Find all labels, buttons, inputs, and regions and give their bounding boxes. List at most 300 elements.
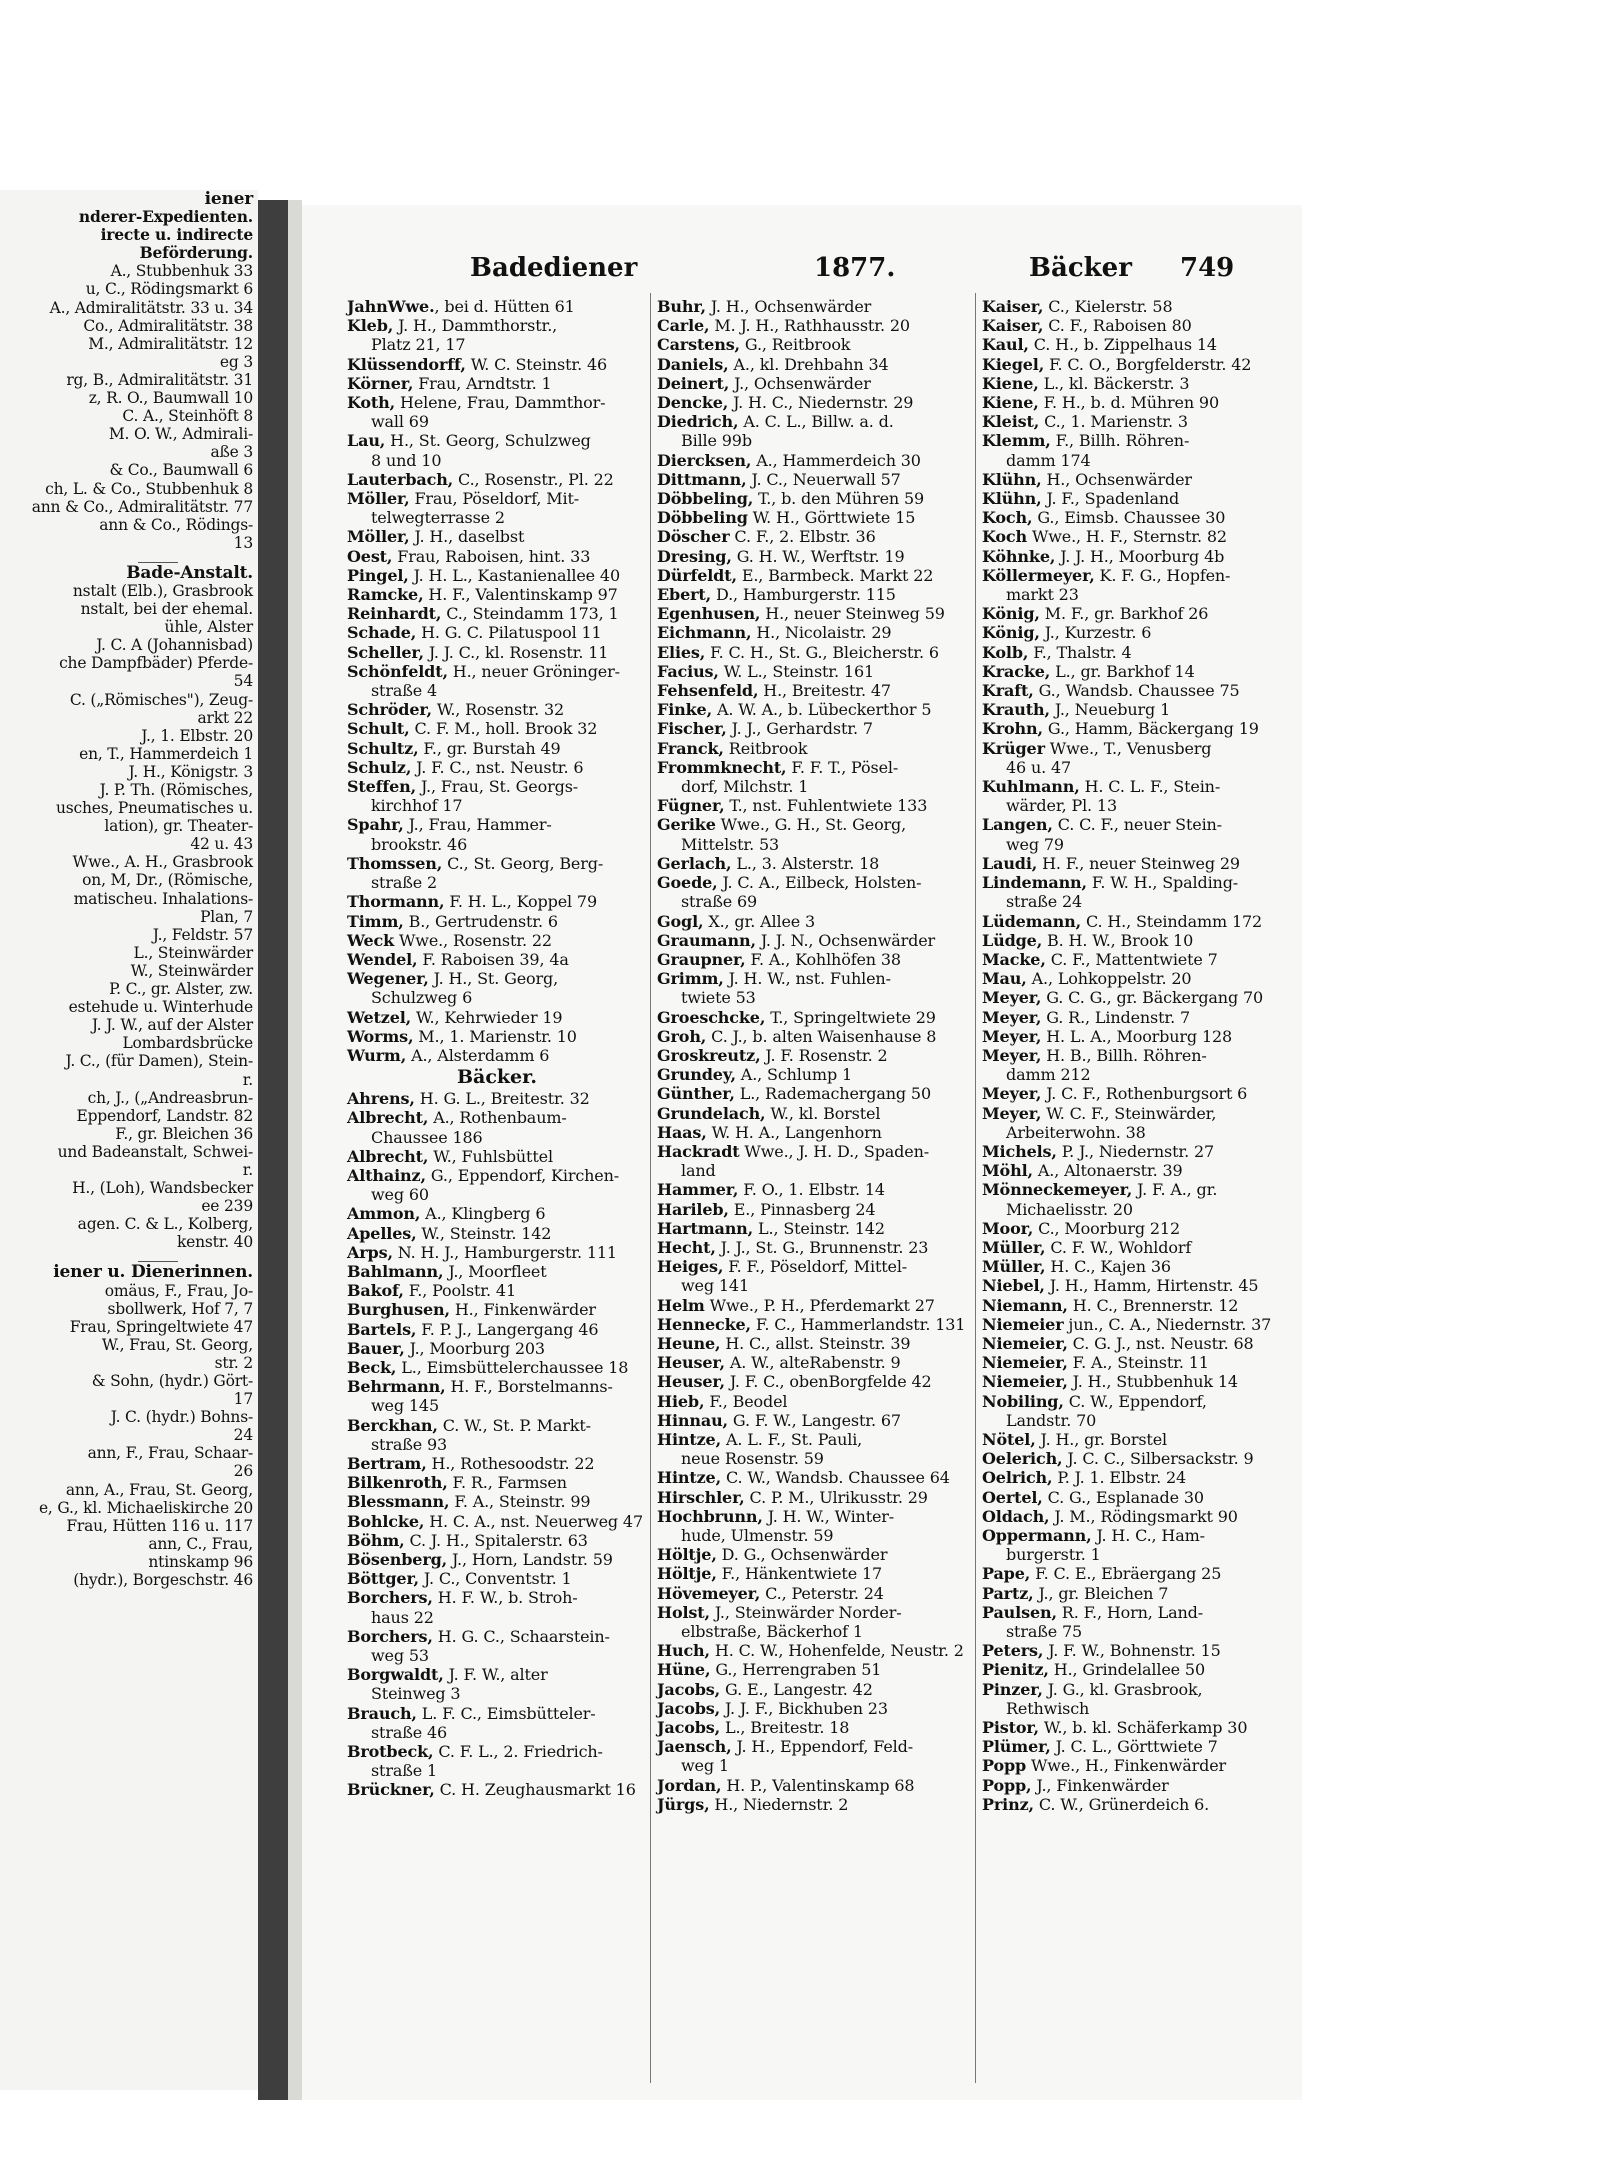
- entry-details: F. C. E., Ebräergang 25: [1030, 1564, 1222, 1584]
- entry-details: J. C. A., Eilbeck, Holsten-: [717, 873, 922, 893]
- entry-details: W. H., Görttwiete 15: [747, 508, 916, 528]
- entry-details: C. F. M., holl. Brook 32: [409, 719, 598, 739]
- entry-surname: Fehsenfeld,: [657, 681, 759, 701]
- entry-details: H. C. W., Hohenfelde, Neustr. 2: [709, 1641, 964, 1661]
- entry-details: H. C. A., nst. Neuerweg 47: [424, 1511, 643, 1531]
- directory-entry: [982, 1008, 1302, 1027]
- entry-surname: Ebert,: [657, 585, 712, 605]
- entry-details: F. P. J., Langergang 46: [416, 1319, 599, 1339]
- entry-details: P. J. 1. Elbstr. 24: [1052, 1468, 1187, 1488]
- left-page-line: ch, J., („Andreasbrun-: [87, 1088, 253, 1107]
- left-page-line: agen. C. & L., Kolberg,: [77, 1215, 253, 1234]
- entry-details: F. F. T., Pösel-: [786, 757, 899, 777]
- entry-surname: Brotbeck,: [347, 1742, 434, 1762]
- entry-details: T., nst. Fuhlentwiete 133: [724, 796, 928, 816]
- entry-continuation: wall 69: [371, 412, 429, 432]
- entry-continuation: weg 141: [681, 1276, 749, 1296]
- directory-entry: [982, 1718, 1302, 1737]
- left-page-line: M., Admiralitätstr. 12: [88, 334, 253, 353]
- entry-details: H., Rothesoodstr. 22: [426, 1453, 595, 1473]
- entry-details: H. B., Billh. Röhren-: [1041, 1045, 1207, 1065]
- left-page-line: 54: [233, 672, 253, 691]
- left-page-line: M. O. W., Admirali-: [108, 425, 253, 444]
- entry-surname: Köllermeyer,: [982, 565, 1095, 585]
- entry-surname: Finke,: [657, 700, 713, 720]
- entry-details: L., Rademachergang 50: [734, 1084, 931, 1104]
- entry-details: X., gr. Allee 3: [703, 911, 816, 931]
- entry-surname: Pingel,: [347, 565, 409, 585]
- right-page: [302, 205, 1302, 2105]
- left-page-line: C. A., Steinhöft 8: [122, 407, 253, 426]
- entry-surname: Buhr,: [657, 297, 706, 316]
- directory-entry: [982, 1660, 1302, 1679]
- entry-details: G., Hamm, Bäckergang 19: [1042, 719, 1259, 739]
- entry-continuation: kirchhof 17: [371, 796, 463, 816]
- entry-continuation: 46 u. 47: [1006, 757, 1072, 777]
- entry-surname: Langen,: [982, 815, 1053, 835]
- entry-continuation: land: [681, 1161, 716, 1181]
- left-page-line: H., (Loh), Wandsbecker: [72, 1179, 253, 1198]
- left-page-line: matischeu. Inhalations-: [73, 889, 253, 908]
- entry-continuation: weg 145: [371, 1396, 439, 1416]
- entry-surname: Hochbrunn,: [657, 1506, 763, 1526]
- entry-surname: Döbbeling,: [657, 489, 754, 509]
- entry-surname: Müller,: [982, 1257, 1046, 1277]
- entry-surname: Ahrens,: [347, 1089, 415, 1109]
- entry-details: C. J. H., Spitalerstr. 63: [404, 1530, 588, 1550]
- entry-surname: Haas,: [657, 1122, 707, 1142]
- directory-entry: [982, 1641, 1302, 1660]
- entry-surname: Klühn,: [982, 489, 1042, 509]
- entry-details: Frau, Pöseldorf, Mit-: [409, 489, 579, 509]
- left-page-line: J. H., Königstr. 3: [128, 762, 253, 781]
- directory-entry: [982, 739, 1302, 777]
- entry-surname: Paulsen,: [982, 1602, 1057, 1622]
- left-page-line: str. 2: [214, 1353, 253, 1372]
- left-page-line: Lombardsbrücke: [122, 1034, 253, 1053]
- left-page-line: usches, Pneumatisches u.: [55, 799, 253, 818]
- entry-surname: Michels,: [982, 1141, 1057, 1161]
- entry-details: H., Nicolaistr. 29: [751, 623, 892, 643]
- entry-details: F. R., Farmsen: [447, 1473, 567, 1493]
- entry-surname: Meyer,: [982, 1045, 1042, 1065]
- entry-details: J. H., Ochsenwärder: [705, 297, 872, 316]
- entry-details: C. J., b. alten Waisenhause 8: [706, 1026, 937, 1046]
- entry-details: C. F., Raboisen 80: [1043, 316, 1192, 336]
- entry-details: C., Moorburg 212: [1033, 1218, 1180, 1238]
- entry-details: J. F. C., nst. Neustr. 6: [411, 757, 584, 777]
- entry-surname: Prinz,: [982, 1794, 1034, 1814]
- directory-entry: [982, 1430, 1302, 1449]
- entry-continuation: neue Rosenstr. 59: [681, 1449, 824, 1469]
- directory-entry: [982, 1027, 1302, 1046]
- directory-entry: [982, 1564, 1302, 1583]
- entry-surname: Althainz,: [347, 1165, 426, 1185]
- entry-details: H. F., Borstelmanns-: [445, 1377, 613, 1397]
- entry-details: L., 3. Alsterstr. 18: [731, 853, 880, 873]
- entry-surname: Grundey,: [657, 1065, 736, 1085]
- entry-surname: Franck,: [657, 738, 724, 758]
- entry-surname: Meyer,: [982, 1026, 1042, 1046]
- entry-details: F., Poolstr. 41: [403, 1281, 516, 1301]
- entry-surname: Kraft,: [982, 681, 1034, 701]
- entry-surname: Kracke,: [982, 661, 1051, 681]
- entry-continuation: weg 60: [371, 1185, 429, 1205]
- entry-surname: Kuhlmann,: [982, 777, 1080, 797]
- entry-details: jun., C. A., Niedernstr. 37: [1063, 1314, 1272, 1334]
- entry-details: H. F., neuer Steinweg 29: [1037, 853, 1240, 873]
- entry-details: J., gr. Bleichen 7: [1033, 1583, 1169, 1603]
- entry-surname: Jacobs,: [657, 1718, 721, 1738]
- entry-surname: Grimm,: [657, 969, 724, 989]
- entry-surname: Scheller,: [347, 642, 424, 662]
- entry-details: F., Beodel: [704, 1391, 788, 1411]
- entry-details: J., Frau, St. Georgs-: [416, 777, 579, 797]
- entry-details: J. C., Neuerwall 57: [746, 469, 901, 489]
- entry-surname: Graupner,: [657, 949, 746, 969]
- entry-surname: Eichmann,: [657, 623, 752, 643]
- directory-entry: [982, 1296, 1302, 1315]
- left-page-line: & Co., Baumwall 6: [109, 461, 253, 480]
- entry-details: F. C. H., St. G., Bleicherstr. 6: [705, 642, 939, 662]
- entry-details: J. H., daselbst: [409, 527, 525, 547]
- entry-surname: Facius,: [657, 661, 719, 681]
- book-gutter-edge: [288, 200, 302, 2100]
- directory-entry: [982, 470, 1302, 489]
- left-page-line: aße 3: [210, 443, 253, 462]
- left-page-line: 42 u. 43: [190, 835, 253, 854]
- entry-surname: Oest,: [347, 546, 393, 566]
- entry-surname: Partz,: [982, 1583, 1034, 1603]
- entry-continuation: weg 53: [371, 1646, 429, 1666]
- entry-details: F., Billh. Röhren-: [1050, 431, 1190, 451]
- entry-surname: Peters,: [982, 1641, 1044, 1661]
- entry-surname: Groh,: [657, 1026, 707, 1046]
- entry-details: G. C. G., gr. Bäckergang 70: [1041, 988, 1264, 1008]
- scan-bottom-margin: [0, 2100, 1600, 2177]
- directory-entry: [982, 355, 1302, 374]
- directory-entry: [982, 1603, 1302, 1641]
- entry-details: J. J. H., Moorburg 4b: [1055, 546, 1225, 566]
- entry-surname: Egenhusen,: [657, 604, 761, 624]
- left-page-line: nstalt, bei der ehemal.: [80, 600, 253, 619]
- directory-entry: [982, 431, 1302, 469]
- entry-surname: Weck: [347, 930, 395, 950]
- entry-surname: Mau,: [982, 969, 1027, 989]
- directory-column-3: [982, 297, 1302, 1814]
- left-page-line: & Sohn, (hydr.) Gört-: [91, 1372, 253, 1390]
- directory-entry: [982, 643, 1302, 662]
- left-page-line: J. C., (für Damen), Stein-: [65, 1052, 253, 1071]
- directory-entry: [982, 1584, 1302, 1603]
- entry-surname: Pinzer,: [982, 1679, 1043, 1699]
- entry-details: C., Rosenstr., Pl. 22: [453, 469, 614, 489]
- entry-details: G. E., Langestr. 42: [720, 1679, 873, 1699]
- entry-details: G., Wandsb. Chaussee 75: [1033, 681, 1240, 701]
- entry-details: A., Klingberg 6: [420, 1204, 546, 1224]
- entry-details: J. J. C., kl. Rosenstr. 11: [423, 642, 609, 662]
- left-page-line: omäus, F., Frau, Jo-: [104, 1281, 253, 1300]
- entry-surname: Helm: [657, 1295, 705, 1315]
- entry-surname: Groeschcke,: [657, 1007, 766, 1027]
- entry-details: C. H., b. Zippelhaus 14: [1028, 335, 1217, 355]
- entry-surname: Koch: [982, 527, 1028, 547]
- entry-surname: Nobiling,: [982, 1391, 1064, 1411]
- directory-entry: [982, 527, 1302, 546]
- entry-details: J. M., Rödingsmarkt 90: [1049, 1506, 1238, 1526]
- entry-surname: Meyer,: [982, 1103, 1042, 1123]
- entry-surname: Heune,: [657, 1333, 721, 1353]
- entry-surname: Meyer,: [982, 1007, 1042, 1027]
- entry-surname: Heuser,: [657, 1372, 725, 1392]
- entry-continuation: telwegterrasse 2: [371, 508, 505, 528]
- entry-details: J. H., gr. Borstel: [1035, 1429, 1167, 1449]
- entry-surname: Hintze,: [657, 1429, 722, 1449]
- entry-details: G., Herrengraben 51: [710, 1660, 882, 1680]
- entry-details: C. F. W., Wohldorf: [1045, 1237, 1192, 1257]
- entry-surname: Pistor,: [982, 1718, 1039, 1738]
- directory-entry: [982, 815, 1302, 853]
- entry-surname: Reinhardt,: [347, 604, 442, 624]
- entry-surname: Groskreutz,: [657, 1045, 761, 1065]
- section-title-baecker: Bäcker.: [456, 1066, 538, 1089]
- entry-details: J. F. C., obenBorgfelde 42: [724, 1372, 932, 1392]
- entry-surname: Krauth,: [982, 700, 1050, 720]
- entry-details: C. H., Steindamm 172: [1081, 911, 1263, 931]
- entry-surname: Macke,: [982, 949, 1046, 969]
- entry-surname: Apelles,: [347, 1223, 417, 1243]
- left-page-line: rg, B., Admiralitätstr. 31: [66, 370, 253, 389]
- left-page-line: Bade-Anstalt.: [126, 562, 253, 583]
- entry-details: J., Frau, Hammer-: [403, 815, 552, 835]
- entry-details: D. G., Ochsenwärder: [716, 1545, 888, 1565]
- left-page-line: iener u. Dienerinnen.: [53, 1262, 253, 1283]
- entry-surname: Arps,: [347, 1242, 393, 1262]
- entry-details: J. F. W., alter: [443, 1665, 548, 1685]
- left-page-line: ann & Co., Admiralitätstr. 77: [31, 497, 253, 516]
- entry-continuation: Michaelisstr. 20: [1006, 1199, 1133, 1219]
- header-year: 1877.: [814, 253, 896, 283]
- entry-details: G. F. W., Langestr. 67: [727, 1410, 901, 1430]
- entry-details: Wwe., Rosenstr. 22: [394, 930, 552, 950]
- entry-surname: Pienitz,: [982, 1660, 1049, 1680]
- entry-details: D., Hamburgerstr. 115: [711, 585, 896, 605]
- directory-entry: [982, 489, 1302, 508]
- entry-surname: Bahlmann,: [347, 1261, 444, 1281]
- entry-surname: König,: [982, 623, 1040, 643]
- left-page-line: 17: [233, 1390, 253, 1409]
- entry-details: C. W., Grünerdeich 6.: [1033, 1794, 1210, 1814]
- entry-surname: Daniels,: [657, 354, 729, 374]
- header-section-right: Bäcker: [1029, 253, 1132, 283]
- entry-details: Wwe., P. H., Pferdemarkt 27: [704, 1295, 935, 1315]
- entry-details: F. C. O., Borgfelderstr. 42: [1044, 354, 1252, 374]
- left-page-line: eg 3: [219, 352, 253, 371]
- directory-entry: [982, 912, 1302, 931]
- book-gutter-shadow: [258, 200, 288, 2100]
- directory-entry: [982, 1257, 1302, 1276]
- entry-details: P. J., Niedernstr. 27: [1056, 1141, 1215, 1161]
- left-page-line: L., Steinwärder: [133, 943, 253, 962]
- entry-details: W., Kehrwieder 19: [411, 1007, 563, 1027]
- entry-surname: Hieb,: [657, 1391, 705, 1411]
- entry-surname: Niemeier: [982, 1314, 1064, 1334]
- entry-surname: Oelrich,: [982, 1468, 1053, 1488]
- left-page-line: C. („Römisches"), Zeug-: [69, 690, 253, 709]
- entry-surname: Popp,: [982, 1775, 1032, 1795]
- left-page-line: sbollwerk, Hof 7, 7: [107, 1299, 253, 1318]
- entry-surname: Borchers,: [347, 1626, 433, 1646]
- entry-details: J. H. C., Ham-: [1091, 1526, 1205, 1545]
- entry-surname: Schulz,: [347, 757, 412, 777]
- entry-surname: Bartels,: [347, 1319, 417, 1339]
- directory-entry: [982, 1507, 1302, 1526]
- entry-details: F., Thalstr. 4: [1028, 642, 1132, 662]
- entry-surname: Möhl,: [982, 1161, 1033, 1181]
- left-page-line: J., Feldstr. 57: [152, 925, 253, 944]
- entry-details: C., 1. Marienstr. 3: [1039, 412, 1188, 432]
- entry-details: H. C., Kajen 36: [1045, 1257, 1171, 1277]
- entry-details: B. H. W., Brook 10: [1042, 930, 1194, 950]
- directory-entry: [982, 1046, 1302, 1084]
- left-page-line: Frau, Springeltwiete 47: [69, 1317, 253, 1336]
- left-page-line: r.: [242, 1070, 253, 1089]
- entry-surname: JahnWwe.: [347, 297, 435, 316]
- directory-entry: [982, 412, 1302, 431]
- directory-entry: [982, 1238, 1302, 1257]
- left-page-line: Plan, 7: [200, 907, 253, 926]
- entry-continuation: damm 212: [1006, 1065, 1091, 1085]
- entry-surname: Albrecht,: [347, 1146, 429, 1166]
- entry-surname: Ammon,: [347, 1204, 421, 1224]
- entry-surname: Blessmann,: [347, 1492, 450, 1512]
- entry-details: W., b. kl. Schäferkamp 30: [1038, 1718, 1248, 1738]
- left-page-line: en, T., Hammerdeich 1: [79, 744, 253, 763]
- entry-details: J., Moorfleet: [443, 1261, 547, 1281]
- entry-continuation: Bille 99b: [681, 431, 752, 451]
- entry-surname: Bösenberg,: [347, 1550, 448, 1569]
- entry-surname: Böttger,: [347, 1569, 419, 1589]
- entry-surname: Kiegel,: [982, 354, 1045, 374]
- entry-details: W., Rosenstr. 32: [431, 700, 565, 720]
- entry-details: E., Pinnasberg 24: [728, 1199, 876, 1219]
- entry-surname: Spahr,: [347, 815, 404, 835]
- left-page-line: 13: [233, 533, 253, 552]
- directory-entry: [982, 1795, 1302, 1814]
- entry-surname: Jacobs,: [657, 1679, 721, 1699]
- directory-entry: [982, 988, 1302, 1007]
- entry-details: F. H. L., Koppel 79: [444, 892, 597, 912]
- entry-details: K. F. G., Hopfen-: [1094, 565, 1231, 585]
- entry-surname: Dresing,: [657, 546, 732, 566]
- entry-details: E., Barmbeck. Markt 22: [736, 565, 934, 585]
- directory-entry: [982, 662, 1302, 681]
- entry-continuation: haus 22: [371, 1607, 434, 1627]
- entry-details: C. P. M., Ulrikusstr. 29: [744, 1487, 928, 1507]
- entry-details: W. L., Steinstr. 161: [718, 661, 875, 681]
- left-page-line: estehude u. Winterhude: [68, 998, 253, 1017]
- left-page-line: 24: [233, 1426, 253, 1445]
- entry-surname: Meyer,: [982, 1084, 1042, 1104]
- entry-surname: Bilkenroth,: [347, 1473, 448, 1493]
- entry-surname: Kaiser,: [982, 297, 1044, 316]
- directory-entry: [982, 335, 1302, 354]
- entry-continuation: wärder, Pl. 13: [1006, 796, 1117, 816]
- left-page-line: che Dampfbäder) Pferde-: [59, 654, 253, 673]
- entry-details: L., kl. Bäckerstr. 3: [1038, 373, 1190, 393]
- entry-surname: Möller,: [347, 489, 410, 509]
- entry-surname: Burghusen,: [347, 1300, 450, 1320]
- entry-surname: Gerike: [657, 815, 716, 835]
- entry-details: G. H. W., Werftstr. 19: [731, 546, 905, 566]
- entry-surname: Laudi,: [982, 853, 1038, 873]
- left-page-line: Beförderung.: [139, 243, 253, 263]
- left-page-line: J. C. (hydr.) Bohns-: [110, 1408, 253, 1427]
- directory-entry: [982, 873, 1302, 911]
- entry-surname: Heiges,: [657, 1257, 724, 1277]
- left-page-line: iener: [204, 190, 253, 209]
- entry-details: F., gr. Burstah 49: [418, 738, 561, 758]
- running-header: [302, 253, 1302, 287]
- entry-details: A. W., alteRabenstr. 9: [724, 1353, 901, 1373]
- left-page-line: und Badeanstalt, Schwei-: [57, 1142, 253, 1161]
- left-page-line: u, C., Rödingsmarkt 6: [85, 280, 253, 299]
- directory-entry: [982, 1468, 1302, 1487]
- entry-continuation: weg 79: [1006, 834, 1064, 854]
- entry-surname: Koth,: [347, 393, 396, 413]
- left-page-line: ee 239: [201, 1197, 253, 1216]
- left-page-line: J. C. A (Johannisbad): [96, 636, 253, 655]
- entry-details: A., Lohkoppelstr. 20: [1026, 969, 1192, 989]
- entry-surname: Gogl,: [657, 911, 704, 931]
- entry-details: H. C., Brennerstr. 12: [1067, 1295, 1239, 1315]
- entry-surname: Thormann,: [347, 892, 445, 912]
- directory-entry: [982, 1680, 1302, 1718]
- entry-surname: Dittmann,: [657, 469, 747, 489]
- entry-surname: Plümer,: [982, 1737, 1051, 1757]
- entry-continuation: straße 24: [1006, 892, 1083, 912]
- entry-surname: Moor,: [982, 1218, 1034, 1238]
- entry-surname: Kleist,: [982, 412, 1040, 432]
- entry-details: C., Steindamm 173, 1: [441, 604, 619, 624]
- left-page-line: P. C., gr. Alster, zw.: [109, 980, 253, 999]
- entry-details: C. W., Eppendorf,: [1063, 1391, 1207, 1411]
- entry-continuation: Schulzweg 6: [371, 988, 473, 1008]
- directory-entry: [982, 604, 1302, 623]
- entry-details: T., Springeltwiete 29: [765, 1007, 936, 1027]
- entry-details: H., Grindelallee 50: [1048, 1660, 1205, 1680]
- directory-entry: [982, 1334, 1302, 1353]
- entry-surname: Dürfeldt,: [657, 565, 737, 585]
- left-page-line: F., gr. Bleichen 36: [115, 1124, 253, 1143]
- entry-surname: Niemeier,: [982, 1372, 1068, 1392]
- entry-surname: Graumann,: [657, 930, 756, 950]
- entry-surname: Lau,: [347, 431, 386, 451]
- entry-continuation: straße 1: [371, 1761, 438, 1781]
- entry-details: J., Ochsenwärder: [729, 373, 871, 393]
- entry-continuation: burgerstr. 1: [1006, 1545, 1101, 1565]
- entry-surname: Ramcke,: [347, 585, 424, 605]
- entry-surname: König,: [982, 604, 1040, 624]
- directory-entry: [982, 374, 1302, 393]
- entry-details: C. H. Zeughausmarkt 16: [434, 1780, 636, 1800]
- entry-continuation: dorf, Milchstr. 1: [681, 777, 809, 797]
- entry-surname: Döbbeling: [657, 508, 748, 528]
- directory-entry: [982, 969, 1302, 988]
- entry-continuation: twiete 53: [681, 988, 756, 1008]
- entry-details: C. G. J., nst. Neustr. 68: [1067, 1333, 1254, 1353]
- entry-details: C., St. Georg, Berg-: [442, 853, 604, 873]
